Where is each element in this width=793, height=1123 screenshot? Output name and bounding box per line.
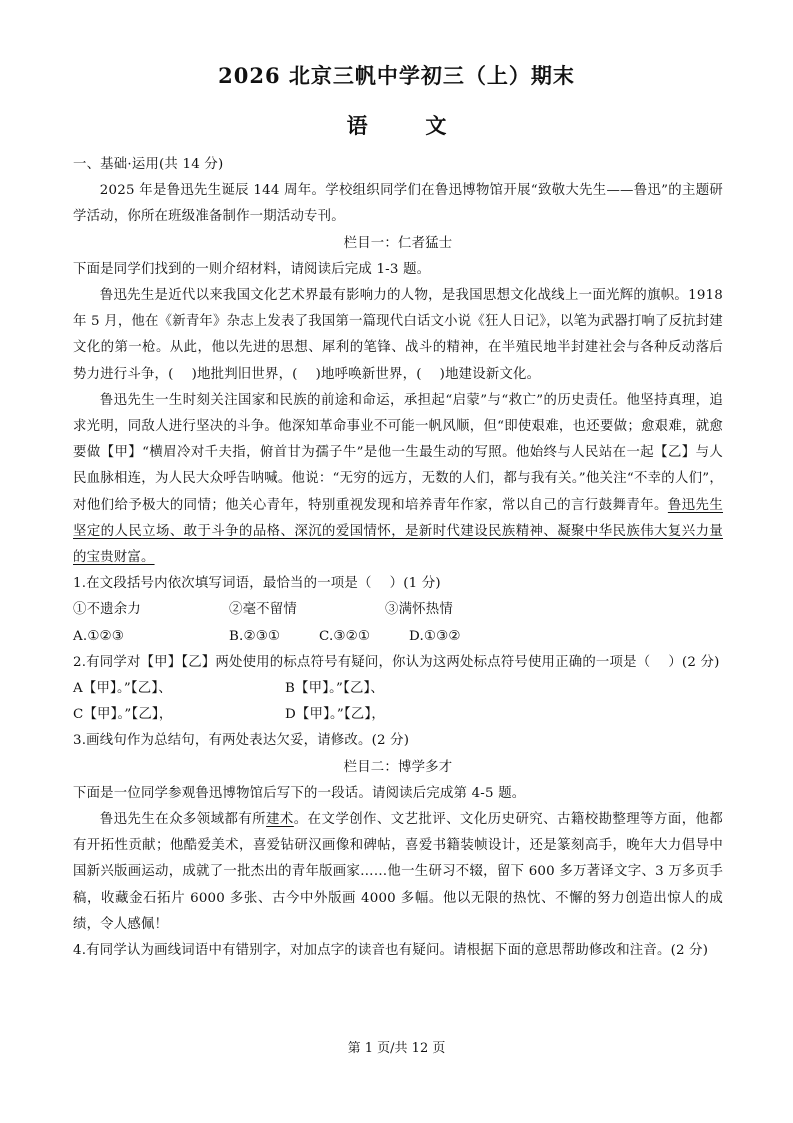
- underlined-summary-sentence: 鲁迅先生坚定的人民立场、敢于斗争的品格、深沉的爱国情怀，是新时代建设民族精神、凝聚中华民族伟大复兴力量的宝贵财富。: [73, 497, 723, 566]
- column2-text-before: 鲁迅先生在众多领域都有所: [99, 812, 267, 828]
- page-footer: 第 1 页/共 12 页: [347, 1041, 446, 1056]
- q2-option-c-mark: ，: [158, 707, 173, 723]
- q2-option-d-mark: ，: [371, 707, 385, 723]
- exam-title: 2026 北京三帆中学初三（上）期末: [218, 63, 575, 88]
- question-2-stem: 2.有同学对【甲】【乙】两处使用的标点符号有疑问，你认为这两处标点符号使用正确的一项是（ ）(2 分): [73, 654, 720, 670]
- question-3-stem: 3.画线句作为总结句，有两处表达欠妥，请修改。(2 分): [73, 733, 410, 749]
- q2-option-d-text: D【甲】。”【乙】: [285, 707, 372, 723]
- question-1-stem: 1.在文段括号内依次填写词语，最恰当的一项是（ ）(1 分): [73, 576, 441, 592]
- question-4-stem: 4.有同学认为画线词语中有错别字，对加点字的读音也有疑问。请根据下面的意思帮助修改和注音。(2 分): [73, 943, 709, 959]
- column2-paragraph: [73, 807, 723, 938]
- column1-lead: 下面是同学们找到的一则介绍材料，请阅读后完成 1-3 题。: [73, 261, 431, 277]
- q2-option-d: [285, 702, 385, 728]
- question-1-words: [73, 597, 723, 623]
- q2-option-a-text: A【甲】。”【乙】: [73, 681, 159, 697]
- column1-title: 栏目一：仁者猛士: [343, 235, 453, 251]
- q2-option-b-mark: 、: [370, 681, 385, 697]
- word-1: ①不遗余力: [73, 602, 141, 618]
- q1-option-d: D.①③②: [409, 628, 461, 644]
- section-intro: 2025 年是鲁迅先生诞辰 144 周年。学校组织同学们在鲁迅博物馆开展“致敬大先生——鲁迅”的主题研学活动，你所在班级准备制作一期活动专刊。: [73, 183, 723, 225]
- column1-paragraph-1: 鲁迅先生是近代以来我国文化艺术界最有影响力的人物，是我国思想文化战线上一面光辉的旗帜。1918 年 5 月，他在《新青年》杂志上发表了我国第一篇现代白话文小说《狂人日记》，以笔为武器打响了反抗封建文化的第一枪。从此，他以先进的思想、犀利的笔锋、战斗的精神，在半殖民地半封建社会与各种反动落后势力进行斗争，( )地批判旧世界，( )地呼唤新世界，( )地建设新文化。: [73, 288, 723, 382]
- column2-title: 栏目二：博学多才: [343, 759, 453, 775]
- q2-option-b: [285, 676, 384, 702]
- question-2-options-cd: [73, 702, 723, 728]
- question-1-options: [73, 624, 723, 650]
- word-3: ③满怀热情: [385, 602, 453, 618]
- subject-title: 语 文: [346, 113, 447, 138]
- q2-option-a: [73, 676, 285, 702]
- q2-option-b-text: B【甲】。”【乙】: [285, 681, 371, 697]
- column2-lead: 下面是一位同学参观鲁迅博物馆后写下的一段话。请阅读后完成第 4-5 题。: [73, 785, 526, 801]
- section-heading: 一、基础·运用(共 14 分): [73, 157, 224, 172]
- question-2-options-ab: [73, 676, 723, 702]
- q2-option-c-text: C【甲】。”【乙】: [73, 707, 159, 723]
- column2-text-after: 。在文学创作、文艺批评、文化历史研究、古籍校勘整理等方面，他都有开拓性贡献；他酷爱美术，喜爱钻研汉画像和碑帖，喜爱书籍装帧设计，还是篆刻高手，晚年大力倡导中国新兴版画运动，成就了一批杰出的青年版画家……他一生研习不辍，留下 600 多万著译文字、3 万多页手稿，收藏金石拓片 6000 多张、古今中外版画 4000 多幅。他以无限的热忱、不懈的努力创造出惊人的成绩，令人感佩！: [73, 812, 724, 932]
- q1-option-c: C.③②①: [319, 628, 371, 644]
- exam-content: [73, 152, 723, 964]
- column1-paragraph-2: [73, 388, 723, 571]
- underlined-word: 建术: [266, 812, 294, 828]
- word-2: ②毫不留情: [229, 602, 297, 618]
- q2-option-a-mark: 、: [158, 681, 172, 697]
- q1-option-b: B.②③①: [229, 628, 281, 644]
- q2-option-c: [73, 702, 285, 728]
- column1-paragraph-2-text: 鲁迅先生一生时刻关注国家和民族的前途和命运，承担起“启蒙”与“救亡”的历史责任。他坚持真理，追求光明，同敌人进行坚决的斗争。他深知革命事业不可能一帆风顺，但“即使艰难，也还要做；愈艰难，就愈要做【甲】“横眉冷对千夫指，俯首甘为孺子牛”是他一生最生动的写照。他始终与人民站在一起【乙】与人民血脉相连，为人民大众呼告呐喊。他说：“无穷的远方，无数的人们，都与我有关。”他关注“不幸的人们”，对他们给予极大的同情；他关心青年，特别重视发现和培养青年作家，常以自己的言行鼓舞青年。: [73, 392, 723, 513]
- q1-option-a: A.①②③: [73, 628, 124, 644]
